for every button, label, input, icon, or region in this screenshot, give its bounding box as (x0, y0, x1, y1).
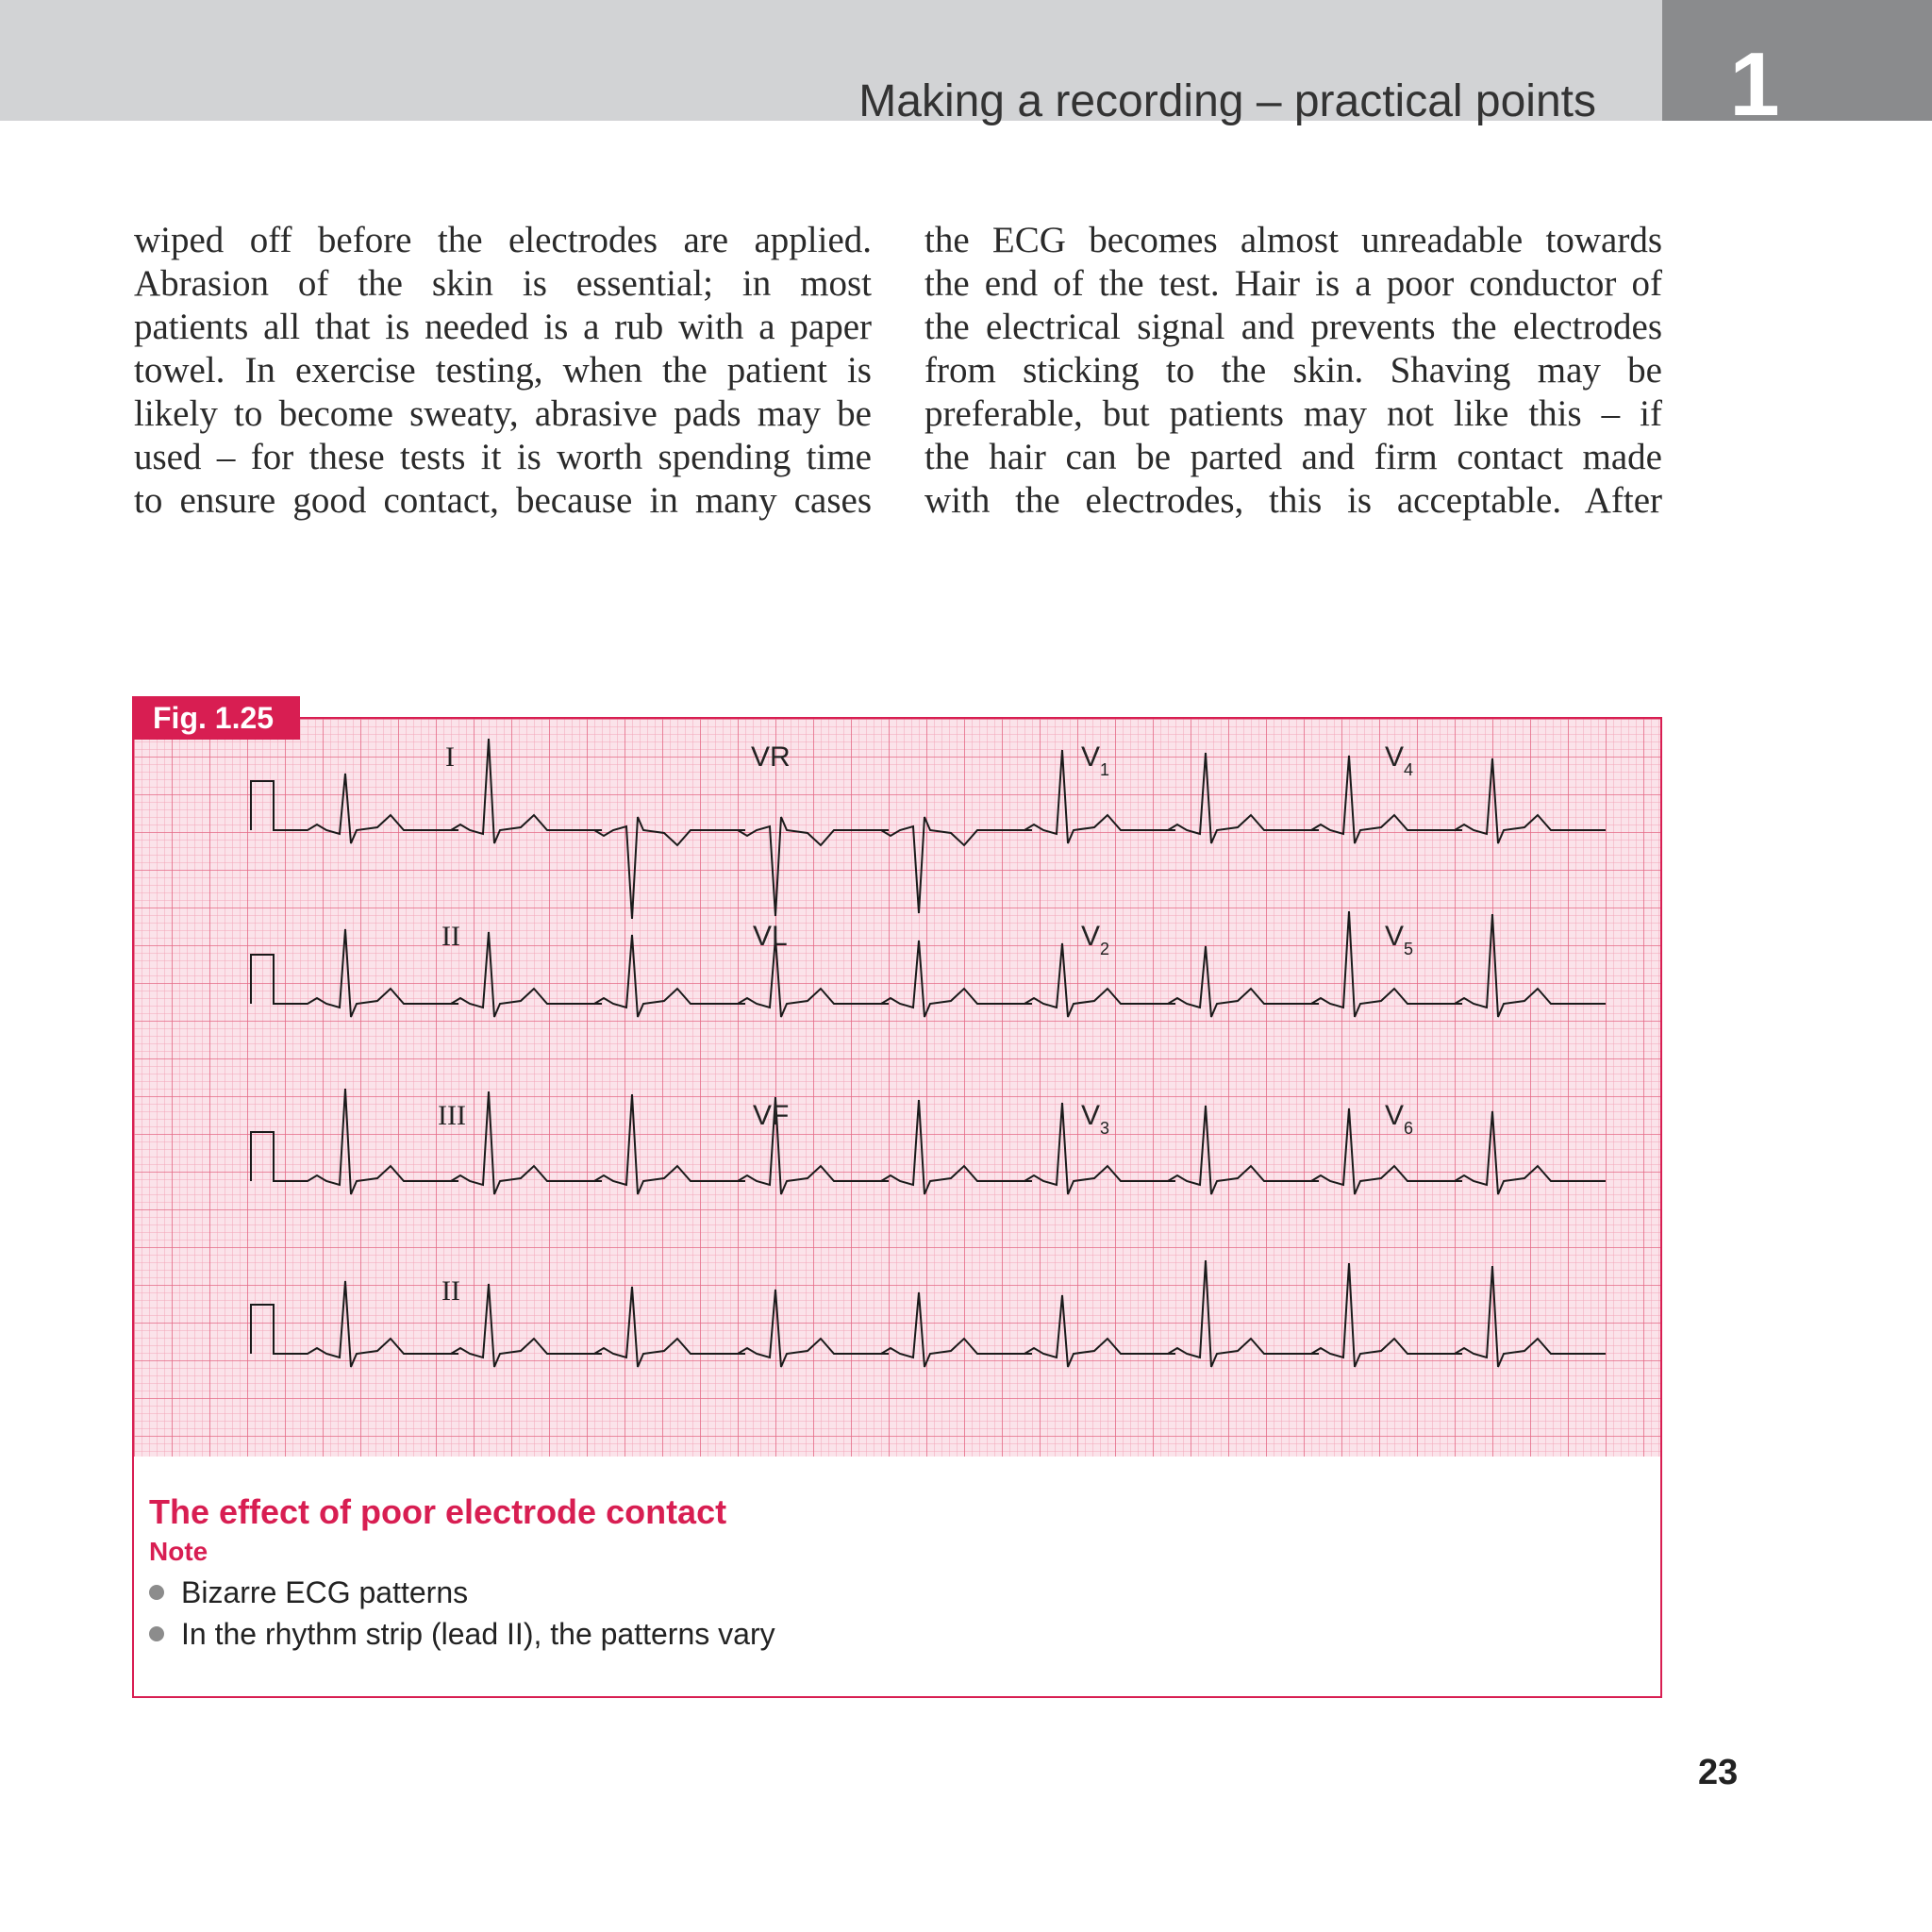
lead-label-rhythm-II: II (441, 1275, 460, 1307)
ecg-tracing (134, 719, 1660, 1457)
bullet-icon (149, 1626, 164, 1641)
body-line: to ensure good contact, because in many cases (134, 480, 872, 521)
body-line: used – for these tests it is worth spending time (134, 437, 872, 477)
lead-label-V5: V (1385, 921, 1405, 952)
lead-label-V6: V (1385, 1100, 1405, 1131)
lead-label-V1-sub: 1 (1100, 760, 1110, 779)
chapter-tab (1662, 0, 1932, 121)
lead-label-V6-sub: 6 (1404, 1119, 1414, 1138)
lead-label-V4-sub: 4 (1404, 760, 1414, 779)
body-line: the electrical signal and prevents the electrodes (924, 307, 1662, 347)
body-line: from sticking to the skin. Shaving may be (924, 350, 1662, 391)
lead-label-I: I (445, 741, 455, 773)
lead-label-II: II (441, 921, 460, 952)
note-bullets (149, 1572, 775, 1655)
bullet-text: Bizarre ECG patterns (181, 1575, 469, 1609)
page-number: 23 (1698, 1753, 1739, 1792)
body-line: likely to become sweaty, abrasive pads may be (134, 393, 872, 434)
lead-label-V3: V (1081, 1100, 1101, 1131)
lead-label-V2: V (1081, 921, 1101, 952)
body-line: the hair can be parted and firm contact made (924, 437, 1662, 477)
bullet-text: In the rhythm strip (lead II), the patterns vary (181, 1617, 775, 1651)
body-line: towel. In exercise testing, when the patient is (134, 350, 872, 391)
note-label: Note (149, 1537, 208, 1566)
body-column-right (924, 219, 1662, 523)
chapter-number: 1 (1729, 34, 1780, 135)
body-line: the ECG becomes almost unreadable towards (924, 220, 1662, 260)
lead-label-V5-sub: 5 (1404, 940, 1414, 958)
lead-label-V1: V (1081, 741, 1101, 773)
lead-label-V3-sub: 3 (1100, 1119, 1110, 1138)
lead-label-VF: VF (753, 1100, 790, 1131)
running-head: Making a recording – practical points (858, 76, 1596, 126)
lead-label-V2-sub: 2 (1100, 940, 1110, 958)
lead-label-III: III (438, 1100, 466, 1131)
lead-label-VL: VL (753, 921, 788, 952)
lead-label-VR: VR (751, 741, 791, 773)
lead-label-V4: V (1385, 741, 1405, 773)
body-line: patients all that is needed is a rub with a paper (134, 307, 872, 347)
bullet-item (149, 1572, 775, 1613)
ecg-svg (134, 719, 1660, 1457)
body-line: Abrasion of the skin is essential; in most (134, 263, 872, 304)
figure-label: Fig. 1.25 (132, 696, 300, 740)
body-line: wiped off before the electrodes are applied. (134, 220, 872, 260)
body-line: preferable, but patients may not like this – if (924, 393, 1662, 434)
body-column-left (134, 219, 872, 523)
bullet-item (149, 1613, 775, 1655)
caption-title: The effect of poor electrode contact (149, 1492, 727, 1531)
bullet-icon (149, 1585, 164, 1600)
body-line: the end of the test. Hair is a poor conductor of (924, 263, 1662, 304)
body-line: with the electrodes, this is acceptable. After (924, 480, 1662, 521)
